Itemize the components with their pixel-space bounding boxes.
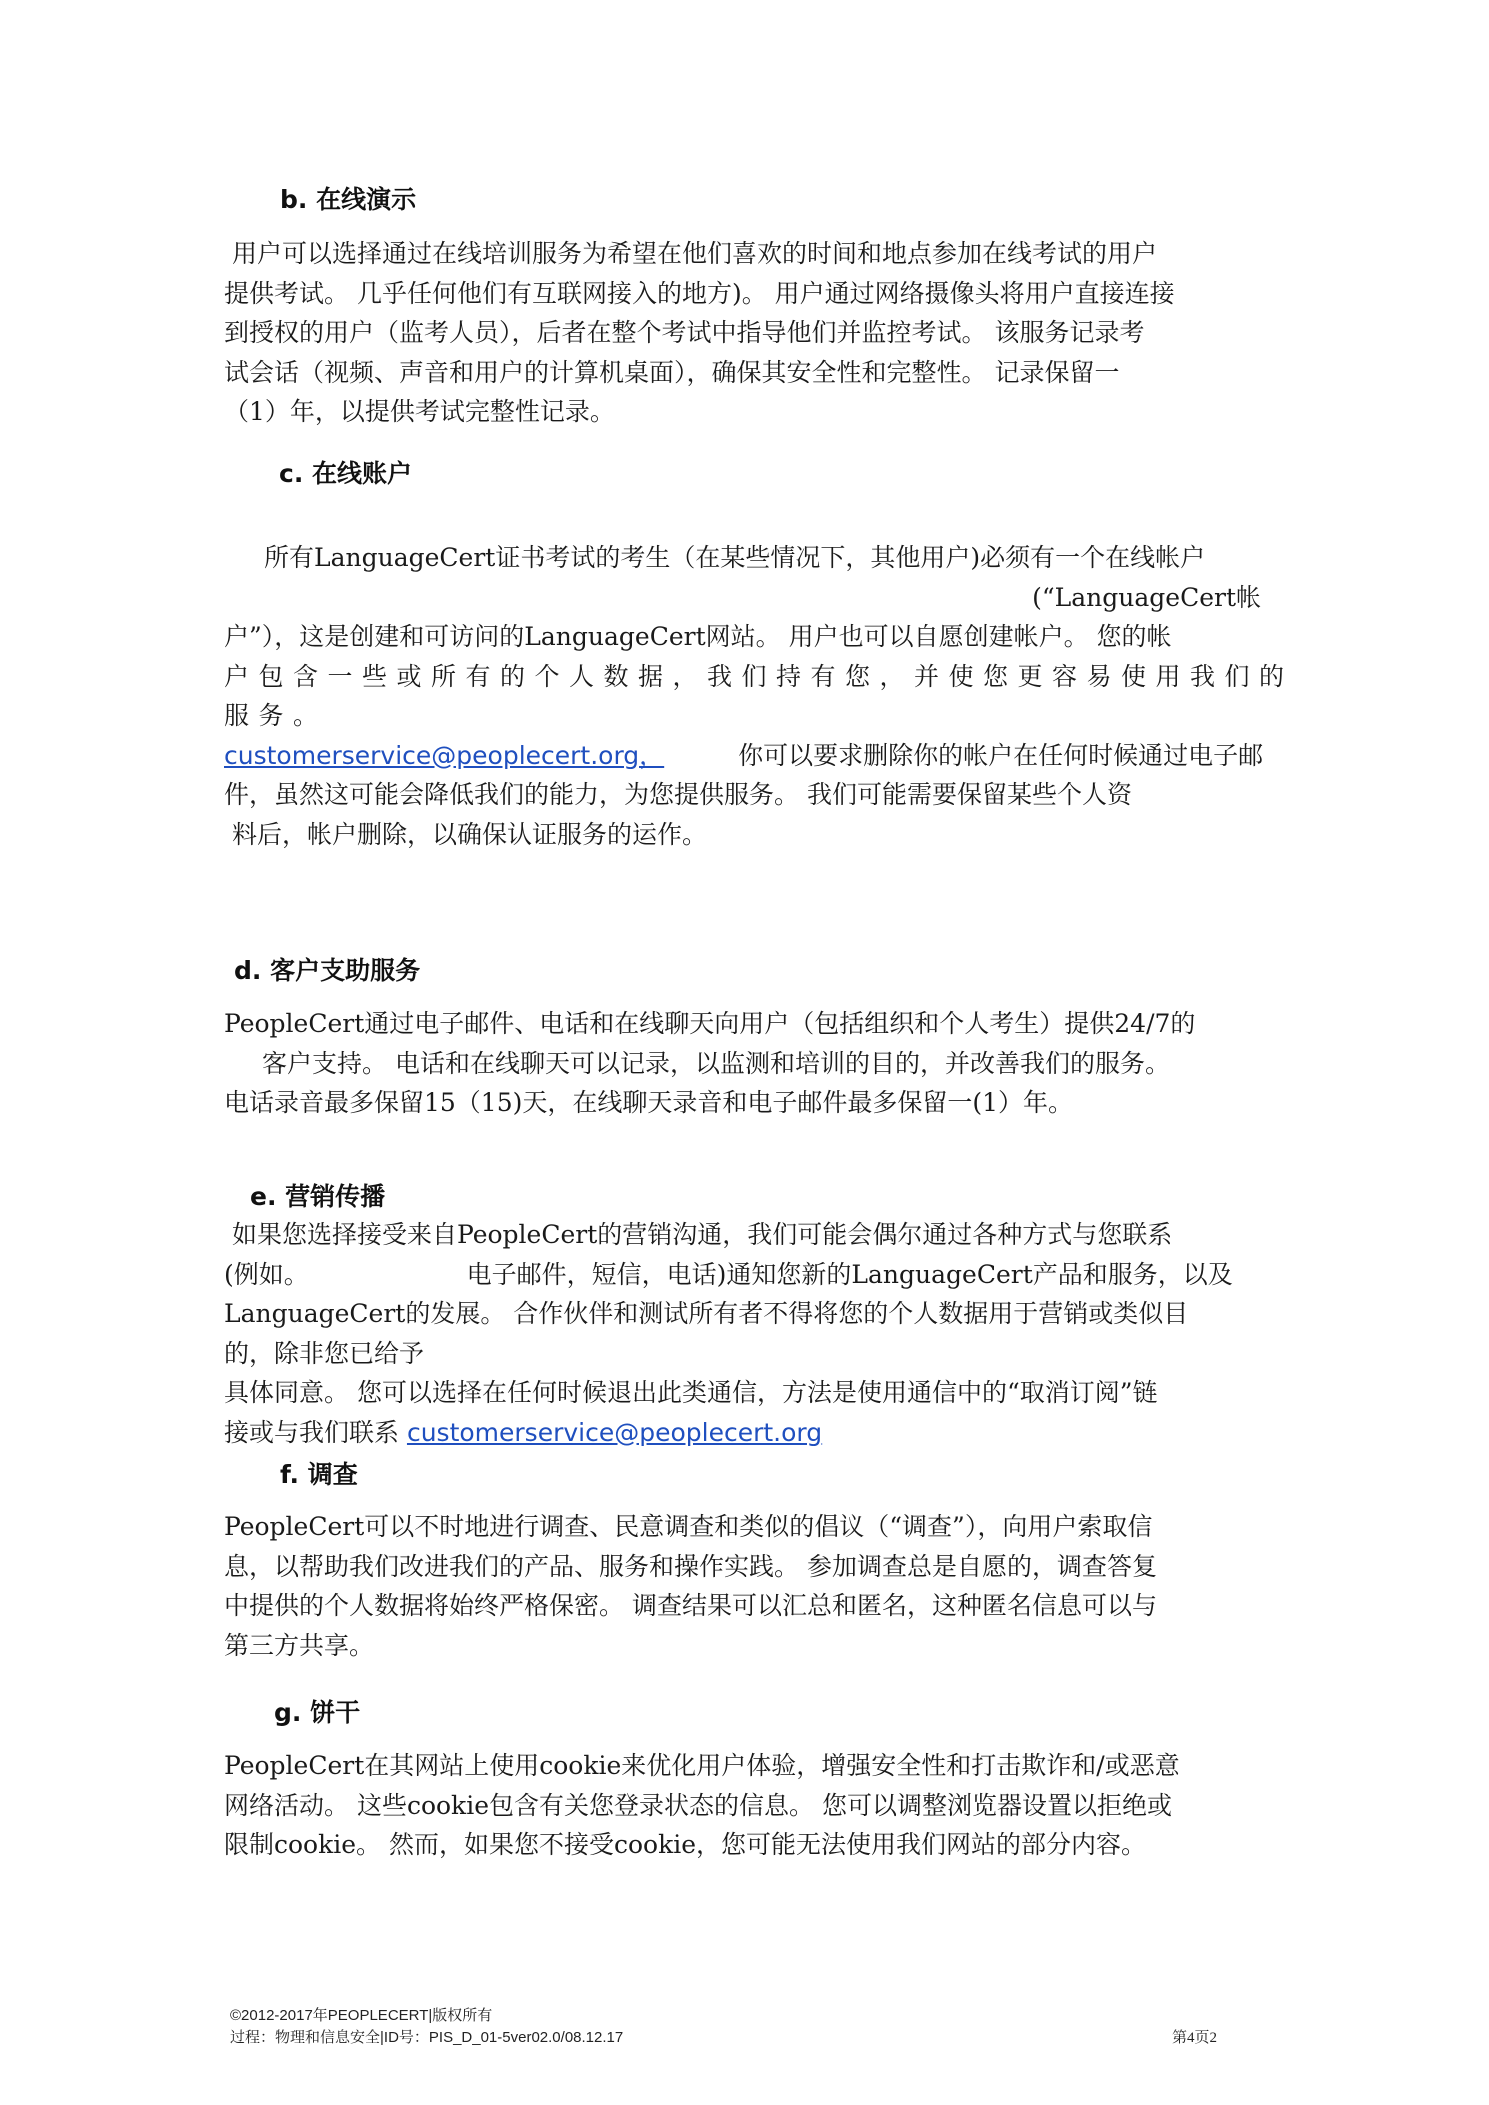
footer-page-number: 第4页2: [1172, 2030, 1218, 2046]
paragraph-line: 料后，帐户删除，以确保认证服务的运作。: [232, 819, 708, 849]
paragraph-line: 户”），这是创建和可访问的LanguageCert网站。 用户也可以自愿创建帐户。 您的帐: [224, 622, 1172, 651]
paragraph-text: 电子邮件，短信，电话)通知您新的LanguageCert产品和服务，以及: [466, 1259, 1233, 1289]
section-b-heading: b. 在线演示: [280, 185, 417, 214]
section-g-body: [224, 1746, 1269, 1865]
paragraph-text: 你可以要求删除你的帐户在任何时候通过电子邮: [738, 740, 1264, 770]
paragraph-line: 客户支持。 电话和在线聊天可以记录，以监测和培训的目的，并改善我们的服务。: [262, 1048, 1170, 1078]
section-d-heading: d. 客户支助服务: [234, 956, 421, 985]
paragraph-line: PeopleCert在其网站上使用cookie来优化用户体验，增强安全性和打击欺诈和/或恶意: [224, 1751, 1180, 1780]
section-f-heading: f. 调查: [280, 1460, 358, 1489]
customerservice-email-link[interactable]: customerservice@peoplecert.org: [406, 1417, 823, 1447]
paragraph-line: 具体同意。 您可以选择在任何时候退出此类通信，方法是使用通信中的“取消订阅”链: [224, 1378, 1158, 1407]
paragraph-line: 所有LanguageCert证书考试的考生（在某些情况下，其他用户)必须有一个在线帐户: [264, 543, 1206, 572]
section-d-body: [224, 1004, 1269, 1123]
paragraph-line: 如果您选择接受来自PeopleCert的营销沟通，我们可能会偶尔通过各种方式与您联系: [232, 1220, 1173, 1249]
paragraph-line: （1）年，以提供考试完整性记录。: [224, 397, 615, 426]
paragraph-line: 网络活动。 这些cookie包含有关您登录状态的信息。 您可以调整浏览器设置以拒绝或: [224, 1790, 1172, 1820]
paragraph-line: 服务。: [224, 701, 328, 730]
paragraph-line: 试会话（视频、声音和用户的计算机桌面），确保其安全性和完整性。 记录保留一: [224, 357, 1120, 387]
paragraph-line: [224, 1255, 1269, 1295]
section-e-heading: e. 营销传播: [250, 1182, 386, 1211]
paragraph-line: 限制cookie。 然而，如果您不接受cookie，您可能无法使用我们网站的部分内容。: [224, 1830, 1147, 1859]
paragraph-line: 息，以帮助我们改进我们的产品、服务和操作实践。 参加调查总是自愿的，调查答复: [224, 1551, 1157, 1581]
paragraph-line: 电话录音最多保留15（15)天，在线聊天录音和电子邮件最多保留一(1）年。: [224, 1088, 1074, 1117]
paragraph-line: 的，除非您已给予: [224, 1338, 425, 1368]
customerservice-email-link[interactable]: customerservice@peoplecert.org，: [224, 740, 665, 770]
paragraph-line: 户包含一些或所有的个人数据，我们持有您，并使您更容易使用我们的: [224, 661, 1294, 691]
section-f-body: [224, 1507, 1269, 1665]
footer-copyright: ©2012-2017年PEOPLECERT|版权所有: [230, 2007, 493, 2024]
email-line: [224, 736, 1269, 776]
paragraph-line: 用户可以选择通过在线培训服务为希望在他们喜欢的时间和地点参加在线考试的用户: [232, 239, 1158, 268]
paragraph-line: LanguageCert的发展。 合作伙伴和测试所有者不得将您的个人数据用于营销或类似目: [224, 1299, 1189, 1328]
paragraph-text: (例如。: [224, 1259, 309, 1289]
paragraph-line: (“LanguageCert帐: [1032, 582, 1261, 612]
paragraph-line: 件，虽然这可能会降低我们的能力，为您提供服务。 我们可能需要保留某些个人资: [224, 780, 1132, 809]
paragraph-line: PeopleCert可以不时地进行调查、民意调查和类似的倡议（“调查”），向用户索取信: [224, 1512, 1153, 1541]
paragraph-line: PeopleCert通过电子邮件、电话和在线聊天向用户（包括组织和个人考生）提供24/7的: [224, 1009, 1196, 1038]
section-c-body: [224, 538, 1294, 854]
section-g-heading: g. 饼干: [274, 1698, 361, 1727]
section-b-body: [224, 234, 1269, 432]
paragraph-line: 提供考试。 几乎任何他们有互联网接入的地方)。 用户通过网络摄像头将用户直接连接: [224, 278, 1175, 308]
paragraph-line: 到授权的用户（监考人员），后者在整个考试中指导他们并监控考试。 该服务记录考: [224, 318, 1145, 347]
footer-process-id: 过程：物理和信息安全|ID号：PIS_D_01-5ver02.0/08.12.17: [230, 2029, 624, 2046]
section-c-heading: c. 在线账户: [279, 459, 413, 488]
paragraph-text: 接或与我们联系: [224, 1417, 407, 1447]
section-e-body: [224, 1215, 1269, 1452]
paragraph-line: [224, 1413, 1269, 1453]
paragraph-line: 中提供的个人数据将始终严格保密。 调查结果可以汇总和匿名，这种匿名信息可以与: [224, 1591, 1157, 1620]
paragraph-line: 第三方共享。: [224, 1630, 375, 1660]
